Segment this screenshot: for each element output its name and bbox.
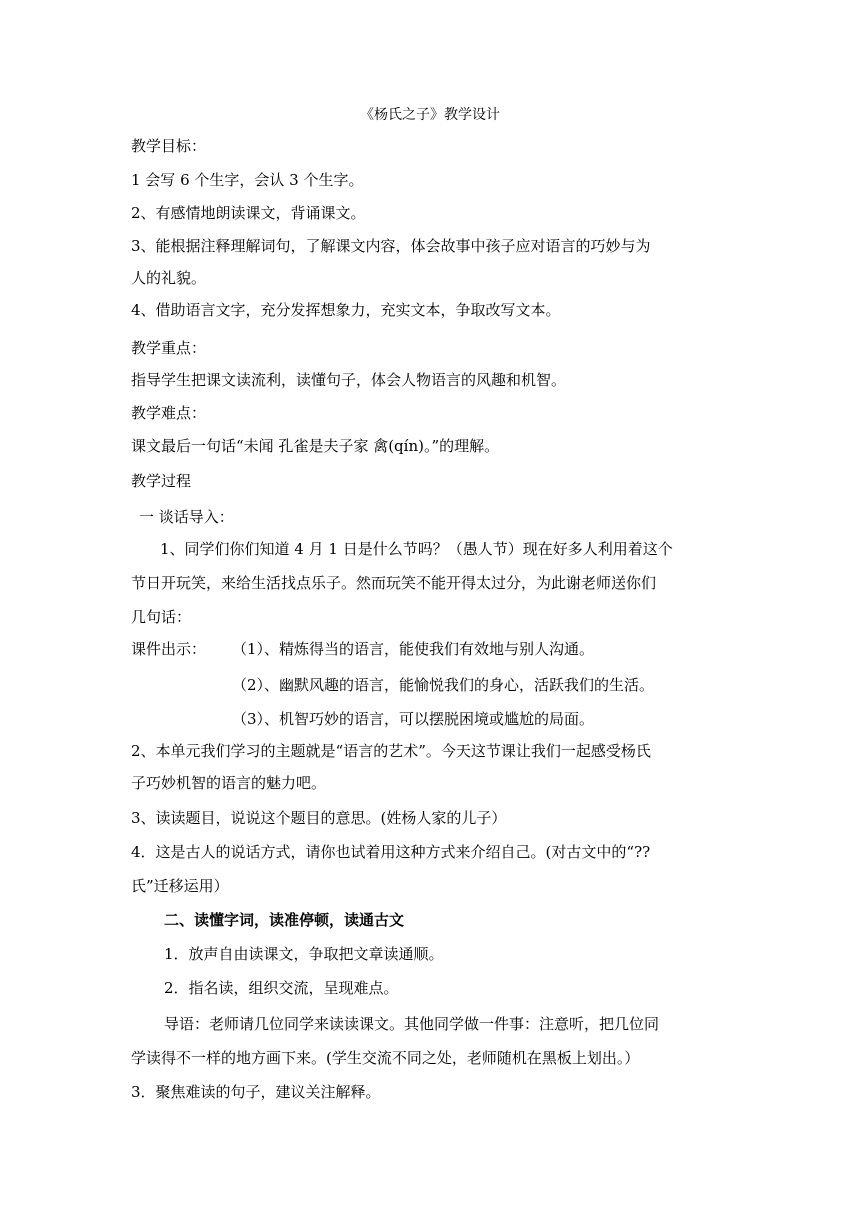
courseware-item-3: （3）、机智巧妙的语言，可以摆脱困境或尴尬的局面。 [232,710,595,728]
intro-step-1-line-1: 1、同学们你们知道 4 月 1 日是什么节吗？（愚人节）现在好多人利用着这个 [160,540,673,558]
courseware-label: 课件出示： [131,640,207,658]
difficulties-text: 课文最后一句话“未闻 孔雀是夫子家 禽(qín)。”的理解。 [131,437,500,455]
objective-2: 2、有感情地朗读课文，背诵课文。 [131,204,366,222]
reading-step-3: 3．聚焦难读的句子，建议关注解释。 [131,1083,381,1101]
objective-4: 4、借助语言文字，充分发挥想象力，充实文本，争取改写文本。 [131,301,561,319]
intro-step-4-line-1: 4．这是古人的说话方式，请你也试着用这种方式来介绍自己。(对古文中的“?? [131,843,651,861]
guide-line-2: 学读得不一样的地方画下来。(学生交流不同之处，老师随机在黑板上划出。） [131,1049,640,1067]
objective-1: 1 会写 6 个生字，会认 3 个生字。 [131,171,364,189]
objective-3-line-2: 人的礼貌。 [131,269,207,287]
intro-step-4-line-2: 氏”迁移运用） [131,877,229,895]
section-heading-key-points: 教学重点： [131,339,207,357]
intro-step-3: 3、读读题目，说说这个题目的意思。(姓杨人家的儿子） [131,809,507,827]
subsection-heading-intro: 一 谈话导入： [139,508,234,526]
subsection-heading-reading: 二、读懂字词，读准停顿，读通古文 [164,911,405,929]
reading-step-1: 1．放声自由读课文，争取把文章读通顺。 [164,945,444,963]
intro-step-2-line-1: 2、本单元我们学习的主题就是“语言的艺术”。今天这节课让我们一起感受杨氏 [131,742,651,760]
section-heading-objectives: 教学目标： [131,137,207,155]
intro-step-1-line-3: 几句话： [131,608,192,626]
document-title: 《杨氏之子》教学设计 [360,107,500,123]
courseware-item-2: （2）、幽默风趣的语言，能愉悦我们的身心，活跃我们的生活。 [232,676,655,694]
courseware-item-1: （1）、精炼得当的语言，能使我们有效地与别人沟通。 [232,640,595,658]
section-heading-process: 教学过程 [131,472,192,490]
section-heading-difficulties: 教学难点： [131,404,207,422]
intro-step-2-line-2: 子巧妙机智的语言的魅力吧。 [131,774,327,792]
intro-step-1-line-2: 节日开玩笑，来给生活找点乐子。然而玩笑不能开得太过分，为此谢老师送你们 [131,574,657,592]
key-points-text: 指导学生把课文读流利，读懂句子，体会人物语言的风趣和机智。 [131,371,567,389]
objective-3-line-1: 3、能根据注释理解词句，了解课文内容，体会故事中孩子应对语言的巧妙与为 [131,237,651,255]
guide-line-1: 导语：老师请几位同学来读读课文。其他同学做一件事：注意听，把几位同 [164,1015,660,1033]
reading-step-2: 2．指名读，组织交流，呈现难点。 [164,979,399,997]
